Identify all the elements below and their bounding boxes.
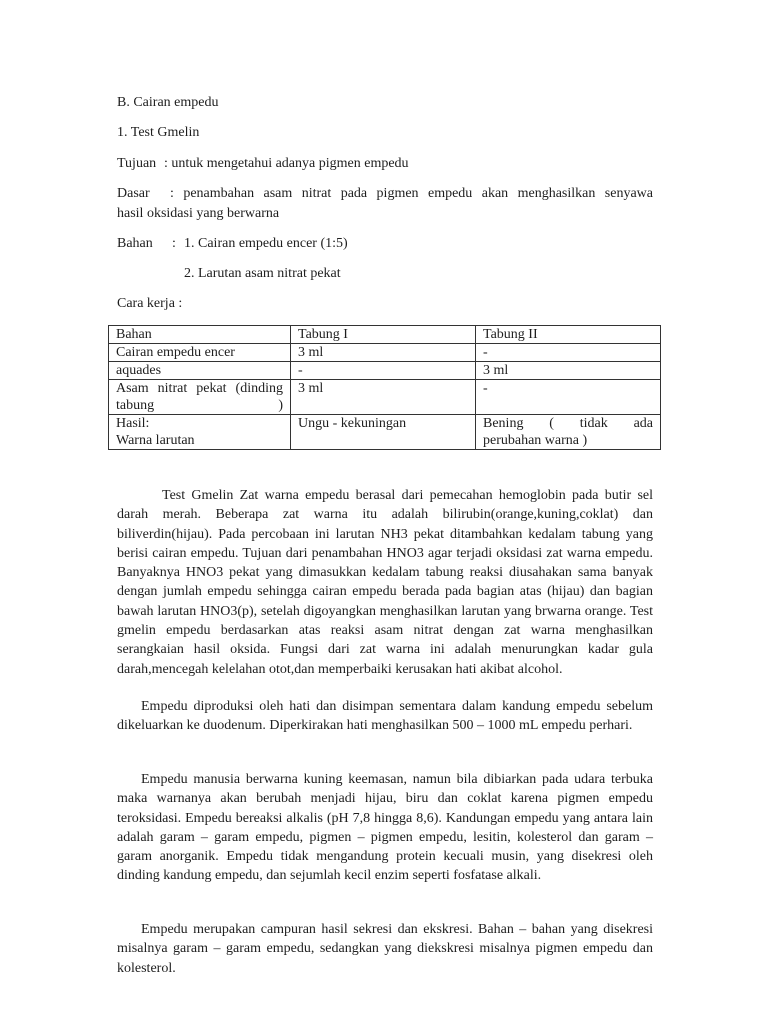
section-title: B. Cairan empedu: [117, 95, 219, 110]
tujuan-label: Tujuan: [117, 156, 157, 171]
cara-kerja-label: Cara kerja :: [117, 296, 183, 311]
table-row-hasil: [109, 415, 661, 450]
table-row: [109, 344, 661, 362]
bahan-colon: :: [172, 236, 176, 251]
table-row: [109, 380, 661, 415]
hasil-label: Hasil:: [116, 416, 150, 431]
table-cell: 3 ml: [476, 362, 661, 380]
table-cell: -: [476, 344, 661, 362]
dasar-text: : penambahan asam nitrat pada pigmen empedu akan menghasilkan senyawa: [170, 186, 653, 201]
table-cell: -: [291, 362, 476, 380]
table-cell: 3 ml: [291, 380, 476, 415]
paragraph-produksi-empedu: Empedu diproduksi oleh hati dan disimpan sementara dalam kandung empedu sebelum dikeluarkan ke duodenum. Diperkirakan hati menghasilkan 500 – 1000 mL empedu perhari.: [117, 699, 653, 734]
table-cell: Asam nitrat pekat (dinding tabung ): [109, 380, 291, 415]
cara-kerja-table: [108, 325, 661, 450]
table-header-row: [109, 326, 661, 344]
table-header: Tabung II: [476, 326, 661, 344]
bahan-label: Bahan: [117, 236, 153, 251]
hasil-sublabel: Warna larutan: [116, 433, 195, 448]
tujuan-text: : untuk mengetahui adanya pigmen empedu: [164, 156, 409, 171]
dasar-line1: [117, 184, 653, 204]
table-cell: aquades: [109, 362, 291, 380]
paragraph-campuran-empedu: Empedu merupakan campuran hasil sekresi dan ekskresi. Bahan – bahan yang disekresi misalnya garam – garam empedu, sedangkan yang diekskresi misalnya pigmen empedu dan kolesterol.: [117, 922, 653, 976]
tujuan-row: [117, 154, 409, 174]
hasil-tabung-2-line2: perubahan warna ): [483, 433, 588, 448]
bahan-item-1: 1. Cairan empedu encer (1:5): [184, 236, 348, 251]
table-header: Tabung I: [291, 326, 476, 344]
hasil-tabung-2-cell: [476, 415, 661, 450]
hasil-tabung-2-line1: Bening ( tidak ada: [483, 416, 653, 431]
test-title: 1. Test Gmelin: [117, 125, 200, 140]
bahan-item-2: 2. Larutan asam nitrat pekat: [184, 266, 341, 281]
table-cell: 3 ml: [291, 344, 476, 362]
table-header: Bahan: [109, 326, 291, 344]
hasil-tabung-1: Ungu - kekuningan: [291, 415, 476, 450]
dasar-label: Dasar: [117, 186, 150, 201]
bahan-row: [117, 234, 348, 254]
table-cell: Cairan empedu encer: [109, 344, 291, 362]
table-cell: -: [476, 380, 661, 415]
paragraph-sifat-empedu: Empedu manusia berwarna kuning keemasan, namun bila dibiarkan pada udara terbuka maka warnanya akan berubah menjadi hijau, biru dan coklat karena pigmen empedu teroksidasi. Empedu bereaksi alkalis (pH 7,8 hingga 8,6). Kandungan empedu yang antara lain adalah garam – garam empedu, pigmen – pigmen empedu, lesitin, kolesterol dan garam – garam anorganik. Empedu tidak mengandung protein kecuali musin, yang disekresi oleh dinding kandung empedu, dan sejumlah kecil enzim seperti fosfatase alkali.: [117, 772, 653, 884]
dasar-line2: hasil oksidasi yang berwarna: [117, 206, 280, 221]
table-row: [109, 362, 661, 380]
hasil-label-cell: [109, 415, 291, 450]
dasar-block: [117, 184, 653, 224]
paragraph-test-gmelin: Test Gmelin Zat warna empedu berasal dari pemecahan hemoglobin pada butir sel darah merah. Beberapa zat warna itu adalah bilirubin(orange,kuning,coklat) dan biliverdin(hijau). Pada percobaan ini larutan NH3 pekat ditambahkan kedalam tabung yang berisi cairan empedu. Tujuan dari penambahan HNO3 agar terjadi oksidasi zat warna empedu. Banyaknya HNO3 pekat yang dimasukkan kedalam tabung reaksi diusahakan sama banyak dengan jumlah empedu sehingga cairan empedu berada pada bagian atas (hijau) dan bagian bawah larutan HNO3(p), setelah digoyangkan menghasilkan larutan yang brwarna orange. Test gmelin empedu berdasarkan atas reaksi asam nitrat dengan zat warna menghasilkan serangkaian hasil oksida. Fungsi dari zat warna ini adalah menurungkan kadar gula darah,mencegah kelelahan otot,dan memperbaiki kerusakan hati akibat alcohol.: [117, 488, 653, 677]
